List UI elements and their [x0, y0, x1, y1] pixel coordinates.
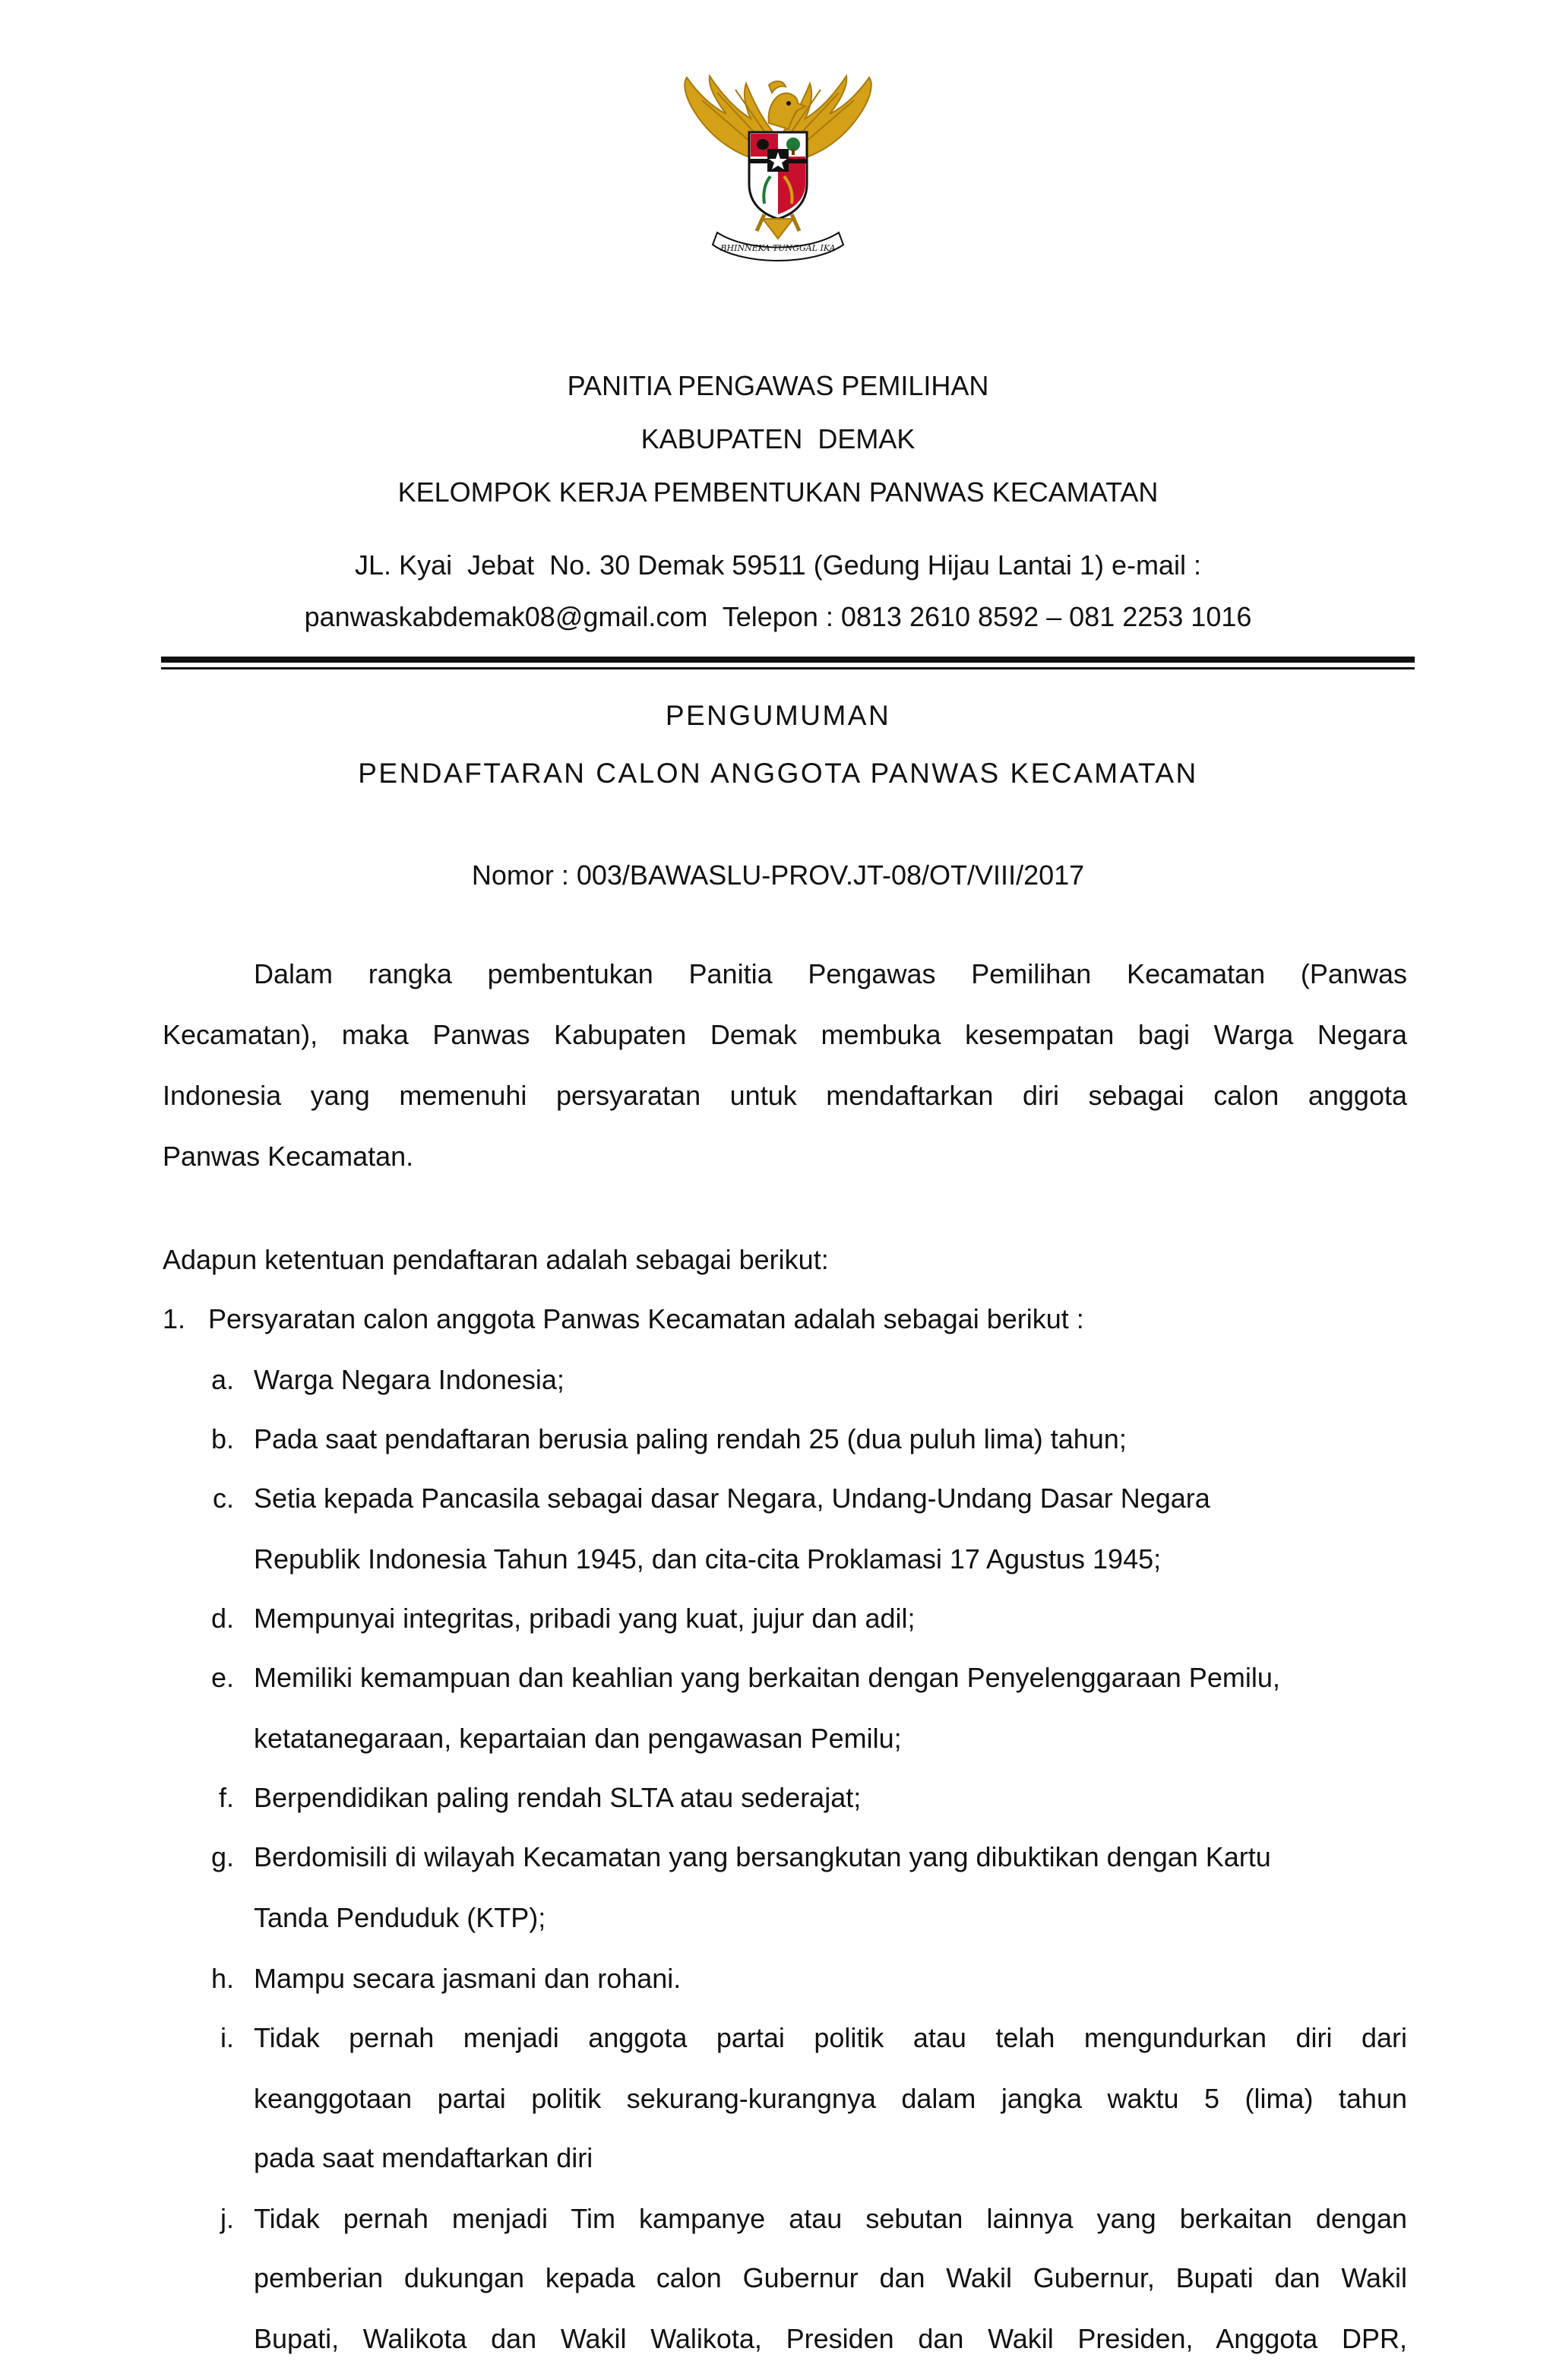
sublist-item-e-line2: ketatanegaraan, kepartaian dan pengawasan Pemilu; [254, 1723, 902, 1754]
garuda-emblem-icon [672, 70, 884, 269]
sublist-item-f: Berpendidikan paling rendah SLTA atau sederajat; [254, 1782, 862, 1813]
svg-text:BHINNEKA TUNGGAL IKA: BHINNEKA TUNGGAL IKA [720, 243, 836, 253]
sublist-item-i-line3: pada saat mendaftarkan diri [254, 2142, 593, 2173]
sublist-marker-f: f. [218, 1782, 234, 1813]
sublist-item-e-line1: Memiliki kemampuan dan keahlian yang berkaitan dengan Penyelenggaraan Pemilu, [254, 1662, 1280, 1693]
sublist-item-j-line3: Bupati, Walikota dan Wakil Walikota, Presiden dan Wakil Presiden, Anggota DPR, [254, 2323, 1407, 2354]
org-name-line2: KABUPATEN DEMAK [640, 423, 916, 454]
provisions-intro: Adapun ketentuan pendaftaran adalah sebagai berikut: [163, 1244, 829, 1275]
sublist-item-g-line1: Berdomisili di wilayah Kecamatan yang bersangkutan yang dibuktikan dengan Kartu [254, 1841, 1271, 1872]
org-address: JL. Kyai Jebat No. 30 Demak 59511 (Gedung Hijau Lantai 1) e-mail : [355, 549, 1201, 581]
sublist-item-i-line2: keanggotaan partai politik sekurang-kurangnya dalam jangka waktu 5 (lima) tahun [254, 2083, 1407, 2114]
sublist-marker-d: d. [210, 1603, 234, 1634]
list-marker-1: 1. [162, 1303, 185, 1334]
sublist-marker-b: b. [210, 1423, 234, 1454]
sublist-item-a: Warga Negara Indonesia; [254, 1364, 565, 1395]
sublist-marker-c: c. [212, 1483, 234, 1514]
document-title: PENGUMUMAN [665, 700, 891, 731]
list-item-1: Persyaratan calon anggota Panwas Kecamatan adalah sebagai berikut : [208, 1303, 1084, 1334]
sublist-item-b: Pada saat pendaftaran berusia paling rendah 25 (dua puluh lima) tahun; [254, 1423, 1127, 1454]
sublist-item-c-line2: Republik Indonesia Tahun 1945, dan cita-cita Proklamasi 17 Agustus 1945; [254, 1543, 1162, 1575]
sublist-marker-i: i. [220, 2022, 234, 2053]
document-number: Nomor : 003/BAWASLU-PROV.JT-08/OT/VIII/2017 [471, 859, 1085, 891]
sublist-item-i-line1: Tidak pernah menjadi anggota partai politik atau telah mengundurkan diri dari [254, 2022, 1407, 2053]
sublist-marker-g: g. [210, 1841, 234, 1872]
sublist-item-h: Mampu secara jasmani dan rohani. [254, 1963, 682, 1994]
org-name-line1: PANITIA PENGAWAS PEMILIHAN [567, 370, 989, 401]
sublist-item-g-line2: Tanda Penduduk (KTP); [254, 1902, 546, 1933]
intro-line-4: Panwas Kecamatan. [163, 1141, 414, 1172]
sublist-marker-a: a. [210, 1364, 234, 1395]
sublist-marker-e: e. [210, 1662, 234, 1693]
intro-line-2: Kecamatan), maka Panwas Kabupaten Demak membuka kesempatan bagi Warga Negara [163, 1019, 1407, 1050]
org-name-line3: KELOMPOK KERJA PEMBENTUKAN PANWAS KECAMATAN [397, 476, 1159, 508]
org-contact: panwaskabdemak08@gmail.com Telepon : 0813 2610 8592 – 081 2253 1016 [304, 601, 1252, 632]
letterhead-rule-thick [161, 657, 1415, 663]
document-subtitle: PENDAFTARAN CALON ANGGOTA PANWAS KECAMATAN [358, 758, 1198, 789]
sublist-marker-h: h. [210, 1963, 234, 1994]
letterhead-rule-thin [161, 667, 1415, 669]
sublist-item-j-line2: pemberian dukungan kepada calon Gubernur dan Wakil Gubernur, Bupati dan Wakil [254, 2262, 1407, 2293]
intro-line-1: Dalam rangka pembentukan Panitia Pengawas Pemilihan Kecamatan (Panwas [254, 958, 1407, 989]
sublist-item-j-line1: Tidak pernah menjadi Tim kampanye atau sebutan lainnya yang berkaitan dengan [254, 2203, 1407, 2234]
sublist-marker-j: j. [220, 2203, 234, 2234]
sublist-item-c-line1: Setia kepada Pancasila sebagai dasar Negara, Undang-Undang Dasar Negara [254, 1483, 1210, 1514]
sublist-item-d: Mempunyai integritas, pribadi yang kuat, jujur dan adil; [254, 1603, 916, 1634]
intro-line-3: Indonesia yang memenuhi persyaratan untuk mendaftarkan diri sebagai calon anggota [163, 1080, 1407, 1111]
